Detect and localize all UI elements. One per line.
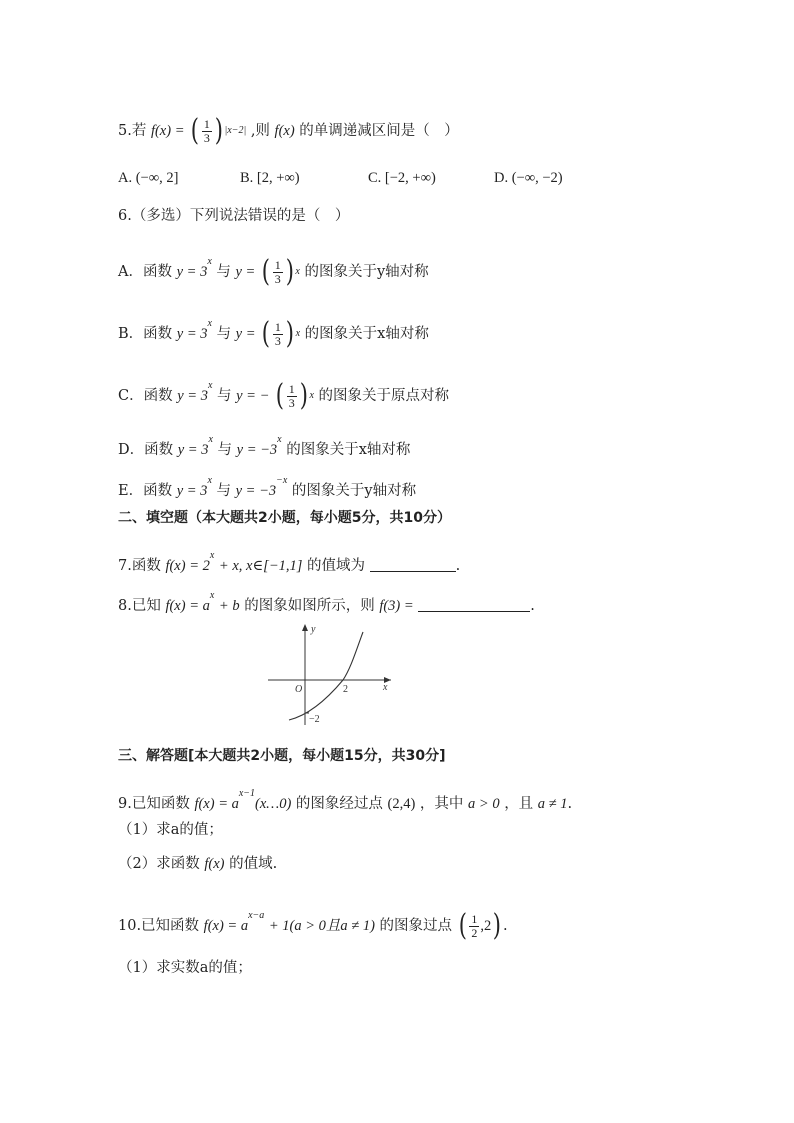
- q5-option-d: D. (−∞, −2): [494, 170, 563, 186]
- q9-stem: [118, 784, 572, 814]
- q5-middle: ,则: [250, 123, 270, 139]
- q9-exp: x−1: [238, 788, 256, 799]
- q9-sub2-f: f(x): [204, 856, 225, 872]
- q6-c-and: 与: [217, 388, 232, 404]
- q6-b-e2: x: [295, 328, 301, 339]
- q8-ask: f(3) =: [379, 598, 414, 614]
- q8-expr: f(x) = a: [165, 598, 210, 614]
- q6-a-den: 3: [274, 271, 281, 286]
- q8-prefix: 8.已知: [118, 598, 161, 614]
- q10-y: 2: [484, 918, 492, 934]
- q6-d-f1: y = 3: [177, 442, 209, 458]
- q7-suffix: 的值域为: [307, 558, 365, 574]
- q6-option-b: B．函数 $y = 3^x$ 与 y = ( $\frac{1}{3}$ ) x 的图象关于x轴对称: [118, 316, 429, 351]
- x-axis-label: x: [383, 682, 388, 693]
- q9-sub2-pre: （2）求函数: [118, 856, 200, 872]
- q5-suffix: 的单调递减区间是（ ）: [299, 123, 459, 139]
- q6-b-f1: y = 3: [176, 326, 208, 342]
- origin-label: O: [295, 684, 303, 695]
- q6-b-e1: x: [207, 318, 212, 329]
- q6-option-c: C．函数 $y = 3^x$ 与 y = − ( $\frac{1}{3}$ ) x 的图象关于原点对称: [118, 378, 449, 413]
- q6-a-e2: x: [295, 266, 300, 277]
- q7-expr2: + x, x∈[−1,1]: [218, 558, 303, 574]
- q5-exponent: |x−2|: [224, 125, 247, 136]
- y-tick-label: −2: [309, 714, 320, 725]
- q5-option-c: C. [−2, +∞): [368, 170, 436, 186]
- q6-c-e2: x: [309, 390, 314, 401]
- q10-den: 2: [471, 925, 478, 940]
- q6-a-num: 1: [274, 257, 281, 272]
- q6-d-and: 与: [217, 442, 233, 458]
- q6-b-den: 3: [274, 333, 281, 348]
- q6-e-f1: y = 3: [176, 483, 208, 499]
- q5-num: 1: [203, 116, 210, 131]
- q6-c-f2: y = −: [236, 388, 270, 404]
- q8-end: .: [530, 598, 535, 614]
- q8-function-graph: [265, 620, 395, 730]
- q6-e-e2: −x: [276, 475, 288, 486]
- q10-sub1: （1）求实数a的值；: [118, 960, 252, 976]
- q6-e-tail: 的图象关于y轴对称: [291, 483, 417, 499]
- q5-den: 3: [203, 130, 210, 145]
- q7-exp: x: [209, 550, 215, 561]
- q7-answer-blank[interactable]: [370, 571, 456, 572]
- q6-e-f2: y = −3: [235, 483, 277, 499]
- q6-option-a: A．函数 $y = 3^x$ 与 y = ( $\frac{1}{3}$ ) x 的图象关于y轴对称: [118, 254, 429, 289]
- q5-option-b: B. [2, +∞): [240, 170, 300, 186]
- q6-option-d: [118, 430, 410, 460]
- q10-end: .: [502, 918, 508, 934]
- q7-expr: f(x) = 2: [165, 558, 210, 574]
- y-axis-arrow: [302, 624, 308, 631]
- q6-c-label: C．函数: [118, 388, 173, 404]
- q9-end: .: [567, 796, 573, 812]
- q8-answer-blank[interactable]: [418, 611, 530, 612]
- q9-cond2: a ≠ 1: [537, 796, 568, 812]
- q6-a-tail: 的图象关于y轴对称: [304, 264, 429, 280]
- q7-end: .: [455, 558, 461, 574]
- q5-prefix: 5.若: [118, 123, 147, 139]
- q8-expr2: + b: [218, 598, 240, 614]
- section-fill-in-heading: 二、填空题（本大题共2小题，每小题5分，共10分）: [118, 510, 451, 526]
- q6-d-f2: y = −3: [236, 442, 278, 458]
- q10-expr2: + 1(a > 0且a ≠ 1): [268, 918, 375, 934]
- q6-b-label: B．函数: [118, 326, 173, 342]
- q9-cond1: a > 0: [468, 796, 500, 812]
- y-axis-label: y: [311, 624, 316, 635]
- q9-mid3: ，且: [504, 796, 534, 812]
- q9-cond: (x…0): [255, 796, 292, 812]
- q6-c-f1: y = 3: [177, 388, 208, 404]
- q5-func: f(x) =: [150, 123, 185, 139]
- q9-point: (2,4): [387, 796, 416, 812]
- q9-mid2: ，其中: [419, 796, 464, 812]
- q10-exp: x−a: [248, 910, 265, 921]
- q6-stem: [118, 206, 349, 226]
- x-tick-label: 2: [343, 684, 348, 695]
- q6-b-num: 1: [274, 319, 281, 334]
- q10-expr: f(x) = a: [203, 918, 249, 934]
- q7-stem: [118, 546, 460, 576]
- q6-e-label: E．函数: [118, 483, 173, 499]
- q6-c-tail: 的图象关于原点对称: [318, 388, 449, 404]
- q5-options: [118, 168, 678, 190]
- q5-fraction: [202, 118, 212, 145]
- q10-num: 1: [471, 911, 478, 926]
- q9-sub2-post: 的值域.: [229, 856, 278, 872]
- q10-stem: [118, 906, 508, 941]
- q8-stem: [118, 586, 535, 616]
- q6-b-tail: 的图象关于x轴对称: [304, 326, 429, 342]
- q6-a-e1: x: [207, 256, 212, 267]
- q10-point: ( $\frac{1}{2}$ , 2 ): [458, 908, 502, 943]
- section-solve-heading: 三、解答题[本大题共2小题，每小题15分，共30分]: [118, 748, 446, 764]
- q5-power: ( $\frac{1}{3}$ ) |x−2|: [190, 113, 247, 148]
- q6-e-and: 与: [216, 483, 231, 499]
- q10-prefix: 10.已知函数: [118, 918, 200, 934]
- q8-suffix: 的图象如图所示，则: [244, 598, 375, 614]
- q9-prefix: 9.已知函数: [118, 796, 190, 812]
- q9-mid: 的图象经过点: [295, 796, 383, 812]
- q6-e-e1: x: [207, 475, 212, 486]
- q5-stem: [118, 113, 459, 148]
- q9-sub1: （1）求a的值；: [118, 822, 223, 838]
- q6-b-f2: y =: [235, 326, 256, 342]
- q6-c-e1: x: [207, 380, 213, 391]
- curve: [289, 632, 363, 720]
- q6-a-label: A．函数: [118, 264, 172, 280]
- q9-expr: f(x) = a: [194, 796, 239, 812]
- q6-a-f2: y =: [235, 264, 256, 280]
- q9-sub2: [118, 854, 277, 874]
- q5-option-a: A. (−∞, 2]: [118, 170, 179, 186]
- q8-exp: x: [209, 590, 215, 601]
- q7-prefix: 7.函数: [118, 558, 161, 574]
- q10-mid: 的图象过点: [379, 918, 453, 934]
- q6-d-tail: 的图象关于x轴对称: [286, 442, 411, 458]
- q6-c-den: 3: [288, 395, 295, 410]
- q6-d-label: D．函数: [118, 442, 174, 458]
- q5-func2: f(x): [274, 123, 295, 139]
- q6-c-num: 1: [288, 381, 295, 396]
- q6-b-and: 与: [216, 326, 232, 342]
- q6-stem-text: 6.（多选）下列说法错误的是（ ）: [118, 208, 350, 224]
- q6-option-e: [118, 471, 416, 501]
- q6-d-e2: x: [277, 434, 282, 445]
- q6-a-f1: y = 3: [176, 264, 208, 280]
- q6-a-and: 与: [216, 264, 231, 280]
- q6-d-e1: x: [208, 434, 213, 445]
